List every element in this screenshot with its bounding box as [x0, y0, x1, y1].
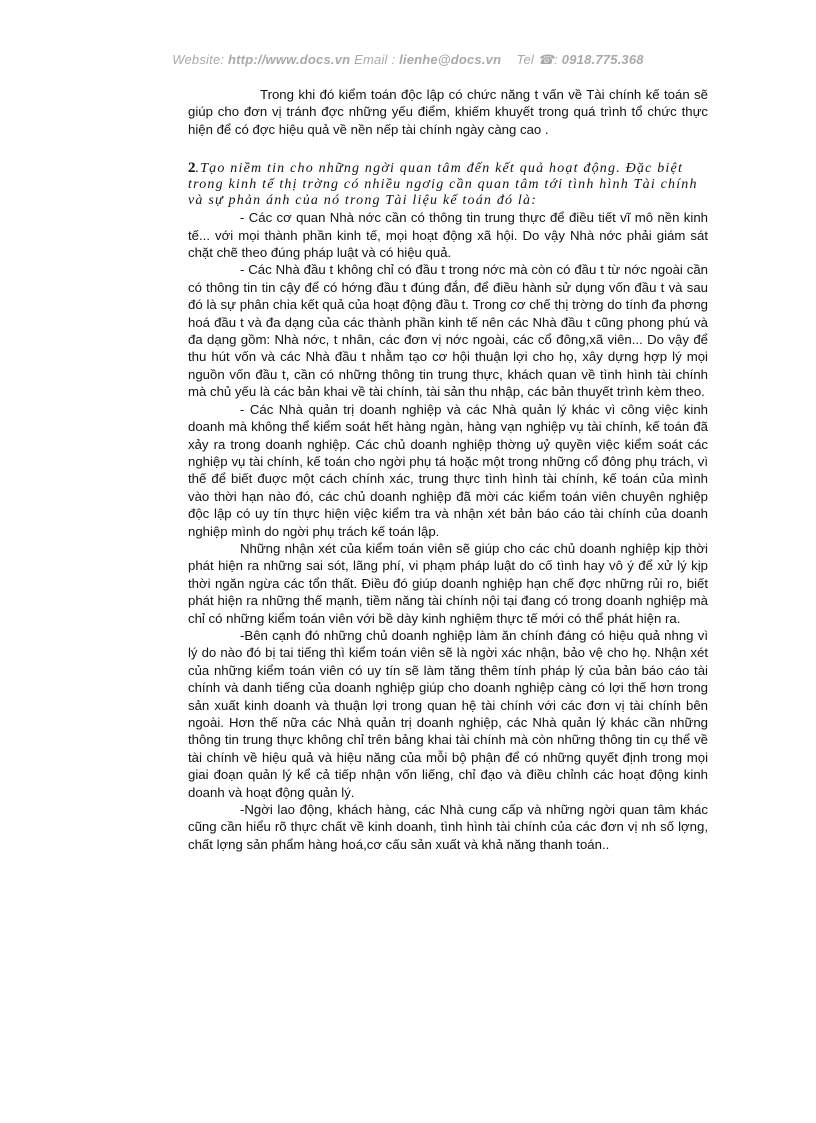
paragraph-5: Những nhận xét của kiểm toán viên sẽ giúp cho các chủ doanh nghiệp kịp thời phát hiện ra những sai sót, lãng phí, vi phạm pháp luật do cố tình hay vô ý để xử lý kịp thời ngăn ngừa các tổn thất. Điều đó giúp doanh nghiệp hạn chế đợc những rủi ro, biết phát hiện ra những thế mạnh, tiềm năng tài chính nội tại đang có trong doanh nghiệp mà chỉ có những kiểm toán viên với bề dày kinh nghiệm thực tế mới có thể phát hiện ra.	[188, 540, 708, 626]
website-link[interactable]: http://www.docs.vn	[228, 52, 351, 67]
paragraph-3: - Các Nhà đầu t không chỉ có đầu t trong nớc mà còn có đầu t từ nớc ngoài cần có thông tin tin cậy để có hớng đầu t đúng đắn, để điều hành sử dụng vốn đầu t và sau đó là sự phân chia kết quả của hoạt động đầu t. Trong cơ chế thị trờng do tính đa phơng hoá đầu t và đa dạng của các thành phần kinh tế nên các Nhà đầu t cũng phong phú và đa dạng gồm: Nhà nớc, t nhân, các đơn vị nớc ngoài, các cổ đông,xã viên... Do vậy để thu hút vốn và các Nhà đầu t nhằm tạo cơ hội thuận lợi cho họ, xây dựng hợp lý mọi nguồn vốn đầu t, cần có những thông tin trung thực, khách quan về tình hình tài chính mà chủ yếu là các bản khai về tài chính, tài sản thu nhập, các bản thuyết trình kèm theo.	[188, 262, 708, 400]
section-title: .Tạo niềm tin cho những ngời quan tâm đến kết quả hoạt động. Đặc biệt trong kinh tế thị trờng có nhiều ngơig cần quan tâm tới tình hình Tài chính và sự phản ánh của nó trong Tài liệu kế toán đó là:	[188, 161, 698, 209]
paragraph-4: - Các Nhà quản trị doanh nghiệp và các Nhà quản lý khác vì công việc kinh doanh mà không thể kiểm soát hết hàng ngàn, hàng vạn nghiệp vụ tài chính, kế toán đã xảy ra trong doanh nghiệp. Các chủ doanh nghiệp thờng uỷ quyền việc kiểm soát các nghiệp vụ tài chính, kế toán cho ngời phụ tá hoặc một trong những cổ đông phụ trách, vì thế để biết đuợc một cách chính xác, trung thực tình hình tài chính, kế toán của mình vào thời hạn nào đó, các chủ doanh nghiệp đã mời các kiểm toán viên chuyên nghiệp độc lập có uy tín thực hiện việc kiểm tra và nhận xét bản báo cáo tài chính của doanh nghiệp mình do ngời phụ trách kế toán lập.	[188, 401, 708, 539]
website-label: Website:	[172, 52, 225, 67]
document-body	[188, 86, 708, 853]
section-heading	[188, 160, 708, 209]
page-header	[0, 52, 816, 68]
email-link[interactable]: lienhe@docs.vn	[399, 52, 502, 67]
tel-label: Tel ☎:	[516, 52, 558, 67]
tel-number: 0918.775.368	[561, 52, 644, 67]
email-label: Email :	[354, 52, 396, 67]
paragraph-1: Trong khi đó kiểm toán độc lập có chức năng t vấn về Tài chính kế toán sẽ giúp cho đơn vị tránh đợc những yếu điểm, khiếm khuyết trong quá trình tổ chức thực hiện để có đợc hiệu quả về nền nếp tài chính ngày càng cao .	[188, 87, 708, 137]
section-number: 2	[188, 160, 196, 177]
paragraph-7: -Ngời lao động, khách hàng, các Nhà cung cấp và những ngời quan tâm khác cũng cần hiểu rõ thực chất về kinh doanh, tình hình tài chính của các đơn vị nh số lợng, chất lợng sản phẩm hàng hoá,cơ cấu sản xuất và khả năng thanh toán..	[188, 802, 708, 852]
paragraph-2: - Các cơ quan Nhà nớc cần có thông tin trung thực để điều tiết vĩ mô nền kinh tế... với mọi thành phần kinh tế, mọi hoạt động xã hội. Do vậy Nhà nớc phải giám sát chặt chẽ theo đúng pháp luật và có hiệu quả.	[188, 210, 708, 261]
paragraph-6: -Bên cạnh đó những chủ doanh nghiệp làm ăn chính đáng có hiệu quả nhng vì lý do nào đó bị tai tiếng thì kiểm toán viên sẽ là ngời xác nhận, bảo vệ cho họ. Nhận xét của những kiểm toán viên có uy tín sẽ làm tăng thêm tính pháp lý của bản báo cáo tài chính và danh tiếng của doanh nghiệp giúp cho doanh nghiệp càng có lợi thế hơn trong sản xuất kinh doanh và thuận lợi trong quan hệ tài chính với các đơn vị tài chính bên ngoài. Hơn thế nữa các Nhà quản trị doanh nghiệp, các Nhà quản lý khác cần những thông tin trung thực không chỉ trên bảng khai tài chính mà còn những thông tin cụ thể về tài chính về hiệu quả và hiệu năng của mỗi bộ phận để có những quyết định trong mọi giai đoạn quản lý kể cả tiếp nhận vốn liếng, chỉ đạo và điều chỉnh các hoạt động kinh doanh và hoạt động quản lý.	[188, 627, 708, 800]
